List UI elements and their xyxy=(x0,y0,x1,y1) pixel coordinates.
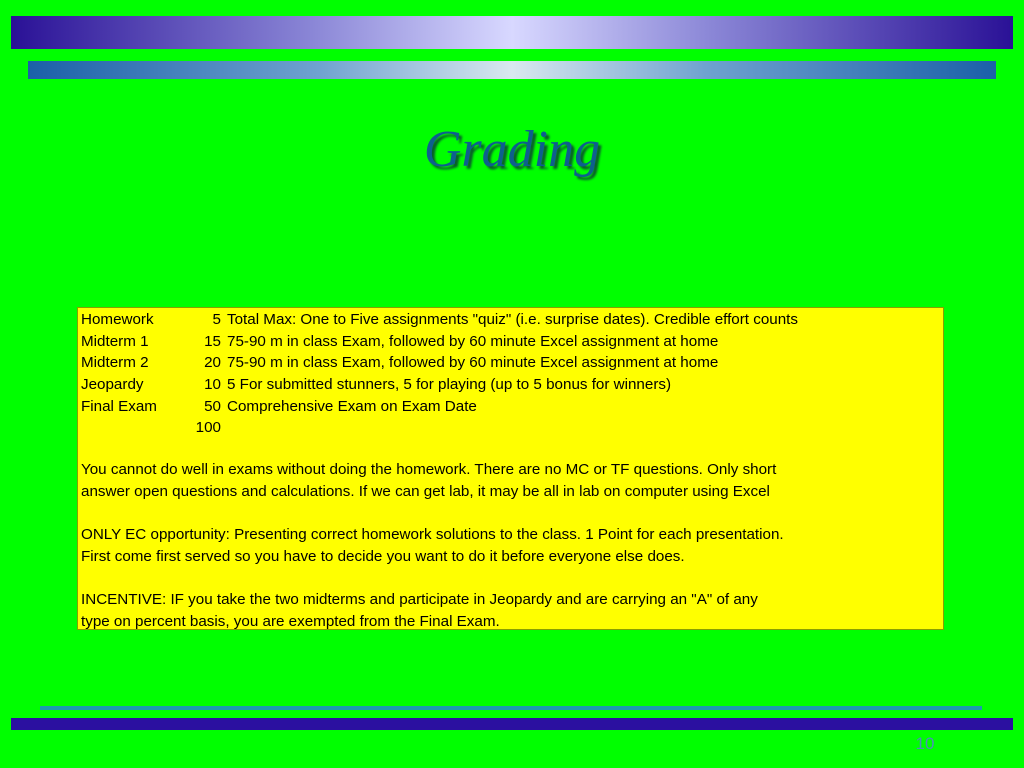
grade-total-points: 100 xyxy=(195,419,221,437)
page-number: 10 xyxy=(915,734,935,753)
grade-item-description: Comprehensive Exam on Exam Date xyxy=(227,397,477,415)
grade-item-points: 20 xyxy=(204,354,221,372)
grade-item-name: Jeopardy xyxy=(81,376,144,394)
bottom-decorative-bar xyxy=(11,718,1013,730)
extra-credit-paragraph xyxy=(81,524,941,567)
paragraph-line: First come first served so you have to decide you want to do it before everyone else does. xyxy=(81,547,685,565)
paragraph-line: type on percent basis, you are exempted from the Final Exam. xyxy=(81,612,500,630)
paragraph-line: answer open questions and calculations. If we can get lab, it may be all in lab on computer using Excel xyxy=(81,482,770,500)
grade-item-points: 50 xyxy=(204,397,221,415)
grade-item-description: 75-90 m in class Exam, followed by 60 minute Excel assignment at home xyxy=(227,354,719,372)
grade-item-name: Final Exam xyxy=(81,397,157,415)
top-decorative-bar xyxy=(11,16,1013,49)
slide-title: Grading xyxy=(423,121,601,178)
grade-item-description: Total Max: One to Five assignments "quiz" (i.e. surprise dates). Credible effort counts xyxy=(227,311,798,328)
grade-item-points: 5 xyxy=(212,311,221,328)
grade-item-description: 5 For submitted stunners, 5 for playing (up to 5 bonus for winners) xyxy=(227,376,672,394)
grade-item-name: Midterm 1 xyxy=(81,332,149,350)
grade-item-description: 75-90 m in class Exam, followed by 60 minute Excel assignment at home xyxy=(227,332,719,350)
grade-item-points: 15 xyxy=(204,332,221,350)
paragraph-line: INCENTIVE: IF you take the two midterms and participate in Jeopardy and are carrying an "A" of any xyxy=(81,591,758,609)
second-decorative-bar xyxy=(28,61,996,79)
grade-item-name: Midterm 2 xyxy=(81,354,149,372)
bottom-divider-line xyxy=(40,706,982,710)
grade-item-points: 10 xyxy=(204,376,221,394)
paragraph-line: ONLY EC opportunity: Presenting correct homework solutions to the class. 1 Point for each presentation. xyxy=(81,526,784,544)
grade-item-name: Homework xyxy=(81,311,154,328)
grading-table-box xyxy=(77,307,944,630)
homework-note-paragraph xyxy=(81,459,941,502)
grading-notes xyxy=(81,459,941,654)
paragraph-line: You cannot do well in exams without doing the homework. There are no MC or TF questions. Only short xyxy=(81,461,777,478)
incentive-paragraph xyxy=(81,589,941,632)
